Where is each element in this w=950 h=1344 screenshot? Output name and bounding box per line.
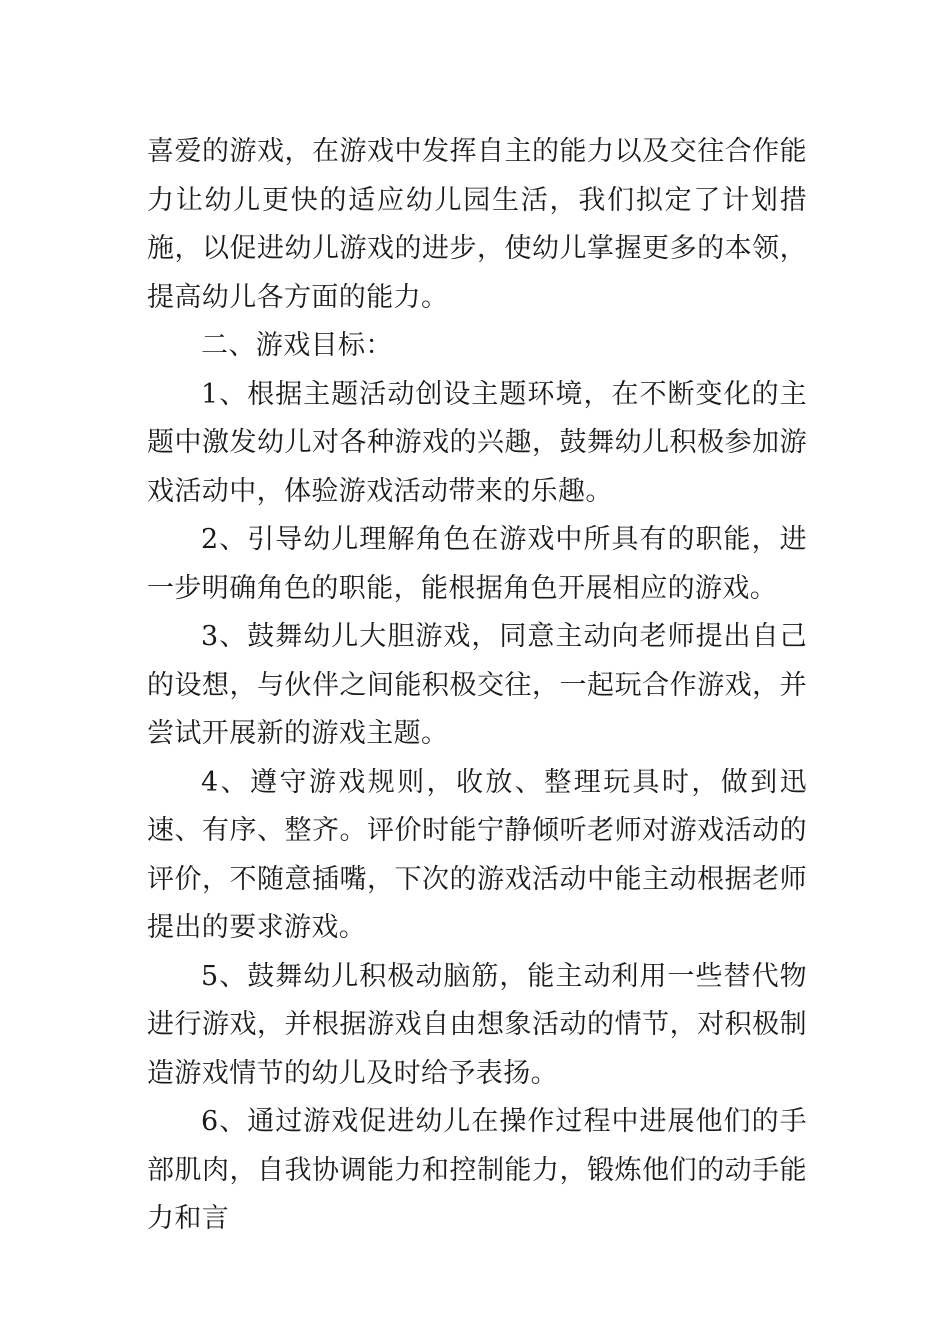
document-body (147, 128, 807, 1244)
goal-item-5: 5、鼓舞幼儿积极动脑筋，能主动利用一些替代物进行游戏，并根据游戏自由想象活动的情节，对积极制造游戏情节的幼儿及时给予表扬。 (147, 960, 807, 1089)
goal-item-4: 4、遵守游戏规则，收放、整理玩具时，做到迅速、有序、整齐。评价时能宁静倾听老师对游戏活动的评价，不随意插嘴，下次的游戏活动中能主动根据老师提出的要求游戏。 (147, 766, 807, 943)
goal-item-2: 2、引导幼儿理解角色在游戏中所具有的职能，进一步明确角色的职能，能根据角色开展相应的游戏。 (147, 524, 807, 604)
goal-item-6: 6、通过游戏促进幼儿在操作过程中进展他们的手部肌肉，自我协调能力和控制能力，锻炼他们的动手能力和言 (147, 1106, 807, 1234)
goal-item-3: 3、鼓舞幼儿大胆游戏，同意主动向老师提出自己的设想，与伙伴之间能积极交往，一起玩合作游戏，并尝试开展新的游戏主题。 (147, 621, 807, 749)
goal-item-1: 1、根据主题活动创设主题环境，在不断变化的主题中激发幼儿对各种游戏的兴趣，鼓舞幼儿积极参加游戏活动中，体验游戏活动带来的乐趣。 (147, 378, 807, 507)
paragraph-intro-continued: 喜爱的游戏，在游戏中发挥自主的能力以及交往合作能力让幼儿更快的适应幼儿园生活，我们拟定了计划措施，以促进幼儿游戏的进步，使幼儿掌握更多的本领，提高幼儿各方面的能力。 (147, 136, 807, 313)
section-heading-game-goals: 二、游戏目标： (201, 330, 393, 361)
